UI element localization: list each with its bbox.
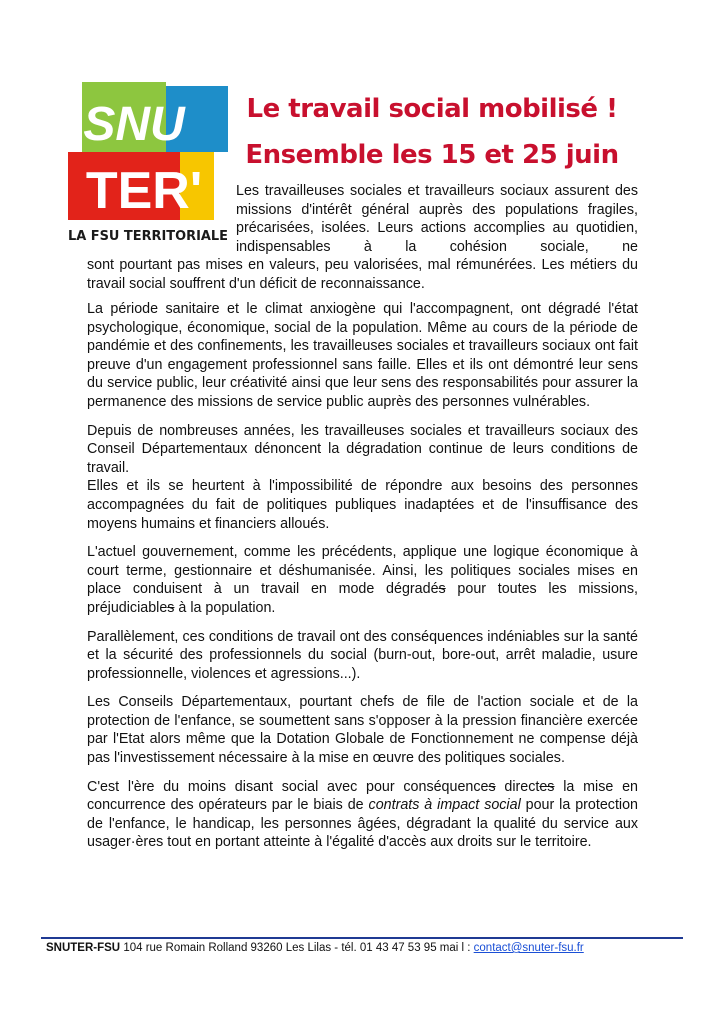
paragraph-text: pour la protection de l'enfance, le handicap, les personnes âgées, dégradant la qualité du service aux usager·ères tout en portant atteinte à l'égalité d'accès aux droits sur le territoire. xyxy=(87,797,639,851)
paragraph-government-policy xyxy=(87,543,638,617)
logo-text-top: SNU xyxy=(83,98,185,151)
footer xyxy=(46,941,686,955)
body-content xyxy=(87,300,638,862)
footer-org: SNUTER-FSU xyxy=(46,942,121,954)
paragraph-text: Depuis de nombreuses années, les travailleuses sociales et travailleurs sociaux des Conseil Départementaux dénoncent la dégradation continue de leurs conditions de travail. xyxy=(87,422,638,476)
paragraph-text: la mise en concurrence des opérateurs par le biais de xyxy=(87,778,638,814)
paragraph-text: direct xyxy=(495,778,540,795)
paragraph-text: à la population. xyxy=(174,599,276,616)
footer-divider xyxy=(41,937,683,939)
struck-text: es xyxy=(539,778,555,795)
logo-text-bottom: TER' xyxy=(85,162,203,220)
paragraph-sanitary-period: La période sanitaire et le climat anxiogène qui l'accompagnent, ont dégradé l'état psychologique, économique, social de la population. Même au cours de la période de pandémie et des confinements, les travailleuses sociales et travailleurs sociaux ont fait preuve d'un engagement professionnel sans faille. Elles et ils ont démontré leur sens du service public, leur créativité ainsi que leur sens des responsabilités pour assurer la permanence des missions de service public auprès des personnes vulnérables. xyxy=(87,301,638,410)
document-title: Le travail social mobilisé ! xyxy=(246,94,618,124)
struck-text: s xyxy=(438,581,446,598)
footer-address: 104 rue Romain Rolland 93260 Les Lilas - tél. 01 43 47 53 95 mai l : xyxy=(120,942,474,954)
paragraph-text: C'est l'ère du moins disant social avec pour conséquence xyxy=(87,778,489,795)
paragraph-working-conditions xyxy=(87,422,638,534)
paragraph-text: Elles et ils se heurtent à l'impossibilité de répondre aux besoins des personnes accompagnées du fait de politiques publiques inadaptées et de l'insuffisance des moyens humains et financiers alloués. xyxy=(87,478,638,532)
document-subtitle: Ensemble les 15 et 25 juin xyxy=(245,140,619,170)
struck-text: s xyxy=(167,599,175,616)
paragraph-text: pour toutes les missions, préjudiciable xyxy=(87,581,639,616)
snuter-logo xyxy=(68,82,232,244)
footer-email-link[interactable]: contact@snuter-fsu.fr xyxy=(473,942,584,954)
logo-red-edge xyxy=(68,152,84,220)
paragraph-departmental-councils: Les Conseils Départementaux, pourtant chefs de file de l'action sociale et de la protection de l'enfance, se soumettent sans s'opposer à la pression financière exercée par l'Etat alors même que la Dotation Globale de Fonctionnement ne compense déjà pas l'investissement nécessaire à la mise en œuvre des politiques sociales. xyxy=(87,694,638,767)
intro-paragraph: Les travailleuses sociales et travailleurs sociaux assurent des missions d'intérêt général auprès des populations fragiles, précarisées, isolées. Leurs actions accomplies au quotidien, indispensables à la cohésion sociale, ne xyxy=(236,183,638,255)
paragraph-text: L'actuel gouvernement, comme les précédents, applique une logique économique à court terme, gestionnaire et déshumanisée. Ainsi, les politiques sociales mises en place conduisent à un travail en mode dégradé xyxy=(87,544,638,598)
paragraph-social-impact-contracts xyxy=(87,778,638,852)
intro-paragraph-continued: sont pourtant pas mises en valeurs, peu valorisées, mal rémunérées. Les métiers du travail social souffrent d'un déficit de reconnaissance. xyxy=(87,257,638,292)
logo-tagline: LA FSU TERRITORIALE xyxy=(68,229,228,244)
emphasis-text: contrats à impact social xyxy=(368,797,521,814)
struck-text: s xyxy=(488,778,496,795)
paragraph-health-consequences: Parallèlement, ces conditions de travail ont des conséquences indéniables sur la santé et la sécurité des professionnels du social (burn-out, bore-out, arrêt maladie, usure professionnelle, violences et agressions...). xyxy=(87,628,638,682)
